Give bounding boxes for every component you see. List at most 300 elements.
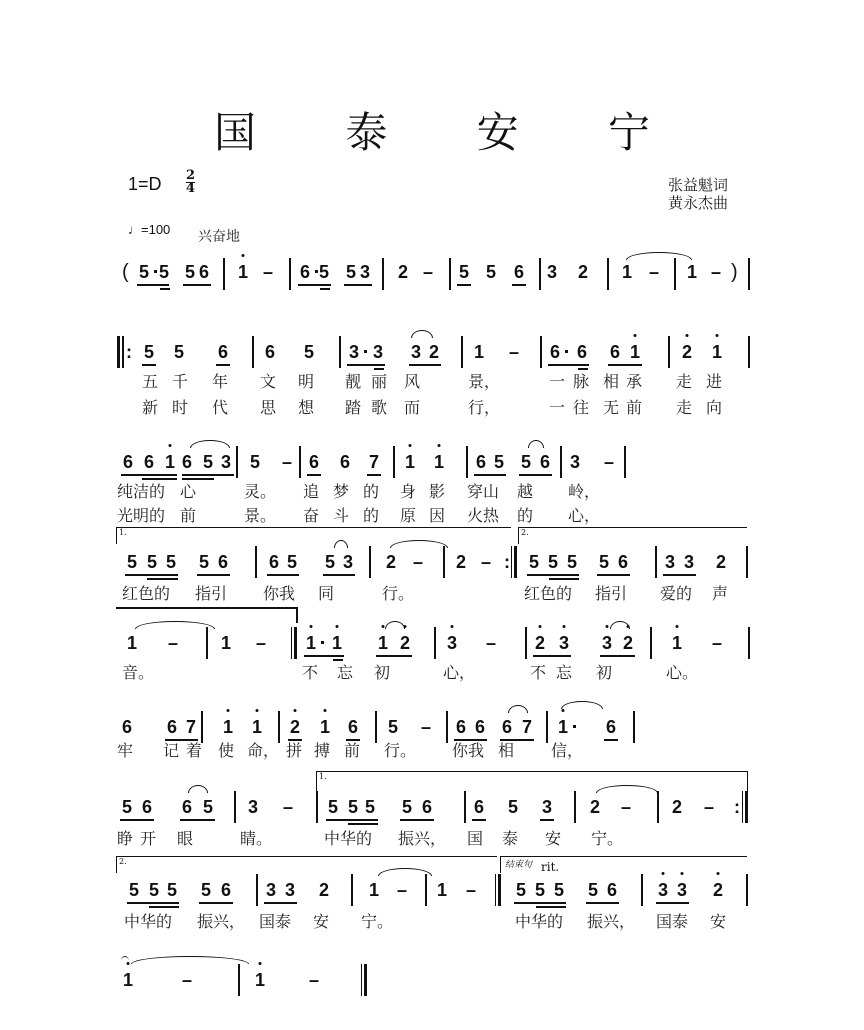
barline xyxy=(641,874,643,906)
lyric: 一 xyxy=(549,398,566,417)
staff-row-verse-2 xyxy=(0,452,864,525)
lyric: 忘 xyxy=(556,663,573,682)
note: 6 xyxy=(143,452,154,472)
lyric: 的 xyxy=(363,482,380,501)
composer: 黄永杰曲 xyxy=(668,194,729,212)
note: 5 xyxy=(364,797,375,817)
beam xyxy=(367,474,381,476)
note: 1 xyxy=(621,262,632,282)
note: 6 xyxy=(513,262,524,282)
lyric: 光明的 xyxy=(117,506,166,525)
repeat-end-barline xyxy=(511,546,517,578)
barline xyxy=(657,791,659,823)
tie xyxy=(561,701,603,709)
dash: – xyxy=(397,880,408,900)
note: 5 xyxy=(324,552,335,572)
lyric: 行， xyxy=(468,398,501,417)
lyric: 国泰 xyxy=(259,912,292,931)
note: 2 xyxy=(621,633,635,653)
lyric: 音。 xyxy=(122,663,155,682)
beam xyxy=(127,902,179,904)
note: 2 xyxy=(577,262,588,282)
volta-bracket-end xyxy=(296,607,298,623)
note: 6 xyxy=(181,797,192,817)
beam xyxy=(600,655,635,657)
note: 1 xyxy=(436,880,447,900)
beam xyxy=(264,902,297,904)
beam xyxy=(457,284,471,286)
note: 5 xyxy=(547,552,558,572)
note: 5 xyxy=(458,262,469,282)
note: 5 xyxy=(515,880,526,900)
beam xyxy=(121,474,177,476)
beam xyxy=(326,819,378,821)
tie xyxy=(626,252,692,260)
tie xyxy=(385,621,405,629)
final-barline xyxy=(361,964,367,996)
time-signature xyxy=(186,170,195,195)
barline xyxy=(256,874,258,906)
note: 1 xyxy=(670,633,684,653)
expression-mark: 兴奋地 xyxy=(198,229,240,245)
credits xyxy=(668,176,728,212)
lyric: 年 xyxy=(212,372,229,391)
note: 1 xyxy=(220,633,231,653)
tie xyxy=(131,956,249,964)
barline xyxy=(466,446,468,478)
note: 2 xyxy=(288,717,302,737)
barline xyxy=(234,791,236,823)
lyric: 前 xyxy=(626,398,643,417)
barline xyxy=(464,791,466,823)
note: 5 xyxy=(534,880,545,900)
beam xyxy=(400,819,434,821)
dash: – xyxy=(704,797,715,817)
staff-row-verse-3 xyxy=(0,552,864,612)
barline xyxy=(238,964,240,996)
note: 2 xyxy=(455,552,466,572)
lyricist: 张益魁词 xyxy=(668,176,729,194)
lyric: 着 xyxy=(186,741,203,760)
note: 5 xyxy=(165,552,176,572)
note: 5 xyxy=(148,880,159,900)
note: 1 xyxy=(221,717,235,737)
note: 6 xyxy=(298,262,312,282)
note: 2 xyxy=(680,342,694,362)
repeat-end-barline xyxy=(742,791,748,823)
beam xyxy=(519,474,552,476)
lyric: 影 xyxy=(429,482,446,501)
note: 6 xyxy=(421,797,432,817)
note: 5 xyxy=(198,552,209,572)
note: 5 xyxy=(345,262,356,282)
note: 6 xyxy=(308,452,319,472)
volta-label: 1. xyxy=(119,528,127,537)
lyric: 不 xyxy=(530,663,547,682)
note: 5 xyxy=(520,452,531,472)
lyric: 风 xyxy=(404,372,421,391)
note: 2 xyxy=(711,880,725,900)
barline xyxy=(546,711,548,743)
barline xyxy=(449,258,451,290)
dash: – xyxy=(421,717,432,737)
lyric: 记 xyxy=(163,741,180,760)
volta-bracket-2-continuation xyxy=(116,607,298,609)
staff-row-chorus-2 xyxy=(0,717,864,777)
lyric: 拼 xyxy=(286,741,303,760)
barline xyxy=(624,446,626,478)
dash: – xyxy=(282,452,293,472)
lyric: 而 xyxy=(404,398,421,417)
note: 1 xyxy=(710,342,724,362)
lyric: 歌 xyxy=(371,398,388,417)
note: 3 xyxy=(546,262,557,282)
tie xyxy=(135,621,215,629)
barline xyxy=(674,258,676,290)
note: 5 xyxy=(202,797,213,817)
beam xyxy=(307,474,321,476)
lyric: 因 xyxy=(429,506,446,525)
barline xyxy=(540,336,542,368)
beam xyxy=(474,474,506,476)
note: 1 xyxy=(432,452,446,472)
lyric: 国泰 xyxy=(656,912,689,931)
lyric: 景， xyxy=(468,372,501,391)
note: 3 xyxy=(600,633,614,653)
barline xyxy=(525,627,527,659)
lyric: 代 xyxy=(212,398,229,417)
note: 3 xyxy=(410,342,421,362)
lyric: 中华的 xyxy=(124,912,173,931)
coda-bracket xyxy=(500,856,747,873)
note: 7 xyxy=(185,717,196,737)
barline xyxy=(201,711,203,743)
lyric: 振兴， xyxy=(398,829,447,848)
lyric: 你我 xyxy=(263,584,296,603)
note: 3 xyxy=(541,797,552,817)
note: 6 xyxy=(605,717,616,737)
note: 6 xyxy=(217,342,228,362)
note: 5 xyxy=(387,717,398,737)
beam xyxy=(182,478,214,480)
lyric: 岭， xyxy=(568,482,601,501)
beam xyxy=(304,655,344,657)
lyric: 想 xyxy=(298,398,315,417)
barline xyxy=(289,258,291,290)
note: 3 xyxy=(342,552,353,572)
note: 2 xyxy=(385,552,396,572)
note: 1 xyxy=(163,452,177,472)
beam xyxy=(149,906,179,908)
note: 5 xyxy=(202,452,213,472)
note: 3 xyxy=(656,880,670,900)
volta-bracket-2 xyxy=(116,856,497,873)
note: 5 xyxy=(587,880,598,900)
note: 2 xyxy=(671,797,682,817)
lyric: 睁 xyxy=(117,829,134,848)
lyric: 千 xyxy=(172,372,189,391)
beam xyxy=(472,819,486,821)
dash: – xyxy=(256,633,267,653)
beam xyxy=(298,284,331,286)
note: 1 xyxy=(121,970,135,990)
lyric: 宁。 xyxy=(591,829,624,848)
lyric: 安 xyxy=(710,912,727,931)
volta-bracket-2 xyxy=(518,527,747,544)
note: 6 xyxy=(217,552,228,572)
beam xyxy=(347,364,385,366)
beam xyxy=(267,574,299,576)
dash: – xyxy=(621,797,632,817)
barline xyxy=(351,874,353,906)
lyric: 前 xyxy=(180,506,197,525)
note: 5 xyxy=(528,552,539,572)
note: 3 xyxy=(220,452,231,472)
lyric: 命， xyxy=(247,741,280,760)
note: 1 xyxy=(368,880,379,900)
lyric: 原 xyxy=(400,506,417,525)
note: 6 xyxy=(268,552,279,572)
lyric: 文 xyxy=(260,372,277,391)
note: 2 xyxy=(533,633,547,653)
fermata-icon xyxy=(121,956,129,961)
note: 5 xyxy=(553,880,564,900)
note: 2 xyxy=(715,552,726,572)
lyric: 振兴， xyxy=(197,912,246,931)
note: 2 xyxy=(589,797,600,817)
note: 5 xyxy=(137,262,151,282)
ritardando-mark: rit. xyxy=(541,860,560,874)
repeat-colon: : xyxy=(734,797,740,817)
barline xyxy=(206,627,208,659)
coda-label: 结束句 xyxy=(505,860,533,870)
note: 6 xyxy=(121,717,132,737)
beam xyxy=(125,574,178,576)
barline xyxy=(574,791,576,823)
dash: – xyxy=(486,633,497,653)
lyric: 无 xyxy=(603,398,620,417)
tie xyxy=(188,785,208,793)
barline xyxy=(443,546,445,578)
note: 6 xyxy=(473,797,484,817)
lyric: 心， xyxy=(443,663,476,682)
lyric: 身 xyxy=(400,482,417,501)
lyric: 脉 xyxy=(573,372,590,391)
barline xyxy=(446,711,448,743)
beam xyxy=(137,284,169,286)
note: 6 xyxy=(474,717,485,737)
meter-bottom: 4 xyxy=(186,181,196,196)
beam xyxy=(548,364,589,366)
dash: – xyxy=(712,633,723,653)
beam xyxy=(216,364,230,366)
lyric: 安 xyxy=(313,912,330,931)
note: 5 xyxy=(318,262,329,282)
beam xyxy=(656,902,689,904)
note: 1 xyxy=(304,633,318,653)
note: 6 xyxy=(455,717,466,737)
close-paren: ) xyxy=(731,261,738,283)
note: 2 xyxy=(398,633,412,653)
dash: – xyxy=(649,262,660,282)
barline xyxy=(278,711,280,743)
note: 6 xyxy=(548,342,562,362)
beam xyxy=(197,574,230,576)
barline xyxy=(655,546,657,578)
song-title: 国 泰 安 宁 xyxy=(213,108,689,157)
beam xyxy=(578,368,588,370)
lyric: 睛。 xyxy=(240,829,273,848)
dash: – xyxy=(263,262,274,282)
beam xyxy=(147,578,178,580)
note: 5 xyxy=(158,262,169,282)
lyric: 心 xyxy=(180,482,197,501)
note: 3 xyxy=(372,342,383,362)
staff-row-chorus-1 xyxy=(0,633,864,693)
note: 6 xyxy=(339,452,350,472)
lyric: 的 xyxy=(517,506,534,525)
beam xyxy=(604,739,618,741)
lyric: 行。 xyxy=(382,584,415,603)
lyric: 前 xyxy=(344,741,361,760)
staff-row-ending-2 xyxy=(0,970,864,1030)
lyric: 追 xyxy=(303,482,320,501)
note: 6 xyxy=(122,452,133,472)
note: 5 xyxy=(327,797,338,817)
note: 1 xyxy=(556,717,570,737)
lyric: 振兴， xyxy=(587,912,636,931)
dash: – xyxy=(309,970,320,990)
note: 5 xyxy=(173,342,184,362)
lyric: 红色的 xyxy=(524,584,573,603)
lyric: 泰 xyxy=(502,829,519,848)
dash: – xyxy=(481,552,492,572)
beam xyxy=(348,823,378,825)
lyric: 景。 xyxy=(244,506,277,525)
dash: – xyxy=(168,633,179,653)
lyric: 的 xyxy=(363,506,380,525)
note: 5 xyxy=(249,452,260,472)
note: 3 xyxy=(683,552,694,572)
lyric: 安 xyxy=(545,829,562,848)
tie xyxy=(528,440,544,448)
lyric: 时 xyxy=(172,398,189,417)
lyric: 指引 xyxy=(195,584,228,603)
lyric: 中华的 xyxy=(515,912,564,931)
barline xyxy=(668,336,670,368)
note: 3 xyxy=(569,452,580,472)
barline xyxy=(375,711,377,743)
dash: – xyxy=(711,262,722,282)
beam xyxy=(182,474,234,476)
note: 7 xyxy=(521,717,532,737)
note: 6 xyxy=(181,452,192,472)
note: 5 xyxy=(126,552,137,572)
note: 6 xyxy=(609,342,620,362)
lyric: 灵。 xyxy=(244,482,277,501)
lyric: 纯洁的 xyxy=(117,482,166,501)
beam xyxy=(142,478,177,480)
note: 3 xyxy=(347,342,361,362)
lyric: 一 xyxy=(549,372,566,391)
note: 3 xyxy=(247,797,258,817)
note: 1 xyxy=(376,633,390,653)
repeat-colon: : xyxy=(126,342,132,362)
beam xyxy=(320,288,330,290)
beam xyxy=(374,368,384,370)
lyric: 声 xyxy=(712,584,729,603)
note: 6 xyxy=(617,552,628,572)
note: 6 xyxy=(220,880,231,900)
note: 5 xyxy=(493,452,504,472)
barline xyxy=(425,874,427,906)
lyric: 初 xyxy=(596,663,613,682)
note: 1 xyxy=(318,717,332,737)
note: 1 xyxy=(250,717,264,737)
note: 2 xyxy=(318,880,329,900)
lyric: 丽 xyxy=(371,372,388,391)
note: 5 xyxy=(146,552,157,572)
lyric: 使 xyxy=(218,741,235,760)
note: 1 xyxy=(686,262,697,282)
lyric: 走 xyxy=(676,398,693,417)
lyric: 搏 xyxy=(314,741,331,760)
lyric: 明 xyxy=(298,372,315,391)
beam xyxy=(608,364,642,366)
lyric: 你我 xyxy=(452,741,485,760)
note: 3 xyxy=(445,633,459,653)
note: 6 xyxy=(539,452,550,472)
note: 5 xyxy=(166,880,177,900)
beam xyxy=(142,364,156,366)
note: 5 xyxy=(128,880,139,900)
dash: – xyxy=(423,262,434,282)
note: 1 xyxy=(253,970,267,990)
lyric: 五 xyxy=(142,372,159,391)
barline xyxy=(650,627,652,659)
barline xyxy=(255,546,257,578)
tempo-mark: ♩=100 xyxy=(128,222,171,237)
barline xyxy=(316,791,318,823)
meter-top: 2 xyxy=(186,168,196,183)
lyric: 穿山 xyxy=(467,482,500,501)
barline xyxy=(748,258,750,290)
lyric: 往 xyxy=(573,398,590,417)
barline xyxy=(539,258,541,290)
beam xyxy=(586,902,619,904)
note: 5 xyxy=(303,342,314,362)
lyric: 国 xyxy=(467,829,484,848)
beam xyxy=(663,574,696,576)
lyric: 行。 xyxy=(384,741,417,760)
key-signature: 1=D xyxy=(128,174,162,194)
lyric: 新 xyxy=(142,398,159,417)
note: 5 xyxy=(143,342,154,362)
barline xyxy=(748,336,750,368)
note: 3 xyxy=(675,880,689,900)
barline xyxy=(748,627,750,659)
note: 5 xyxy=(286,552,297,572)
barline xyxy=(339,336,341,368)
note: 7 xyxy=(368,452,379,472)
volta-bracket-1 xyxy=(316,771,748,798)
note: 6 xyxy=(576,342,587,362)
lyric: 火热 xyxy=(467,506,500,525)
beam xyxy=(512,284,526,286)
lyric: 心， xyxy=(568,506,601,525)
beam xyxy=(333,659,343,661)
lyric: 牢 xyxy=(117,741,134,760)
